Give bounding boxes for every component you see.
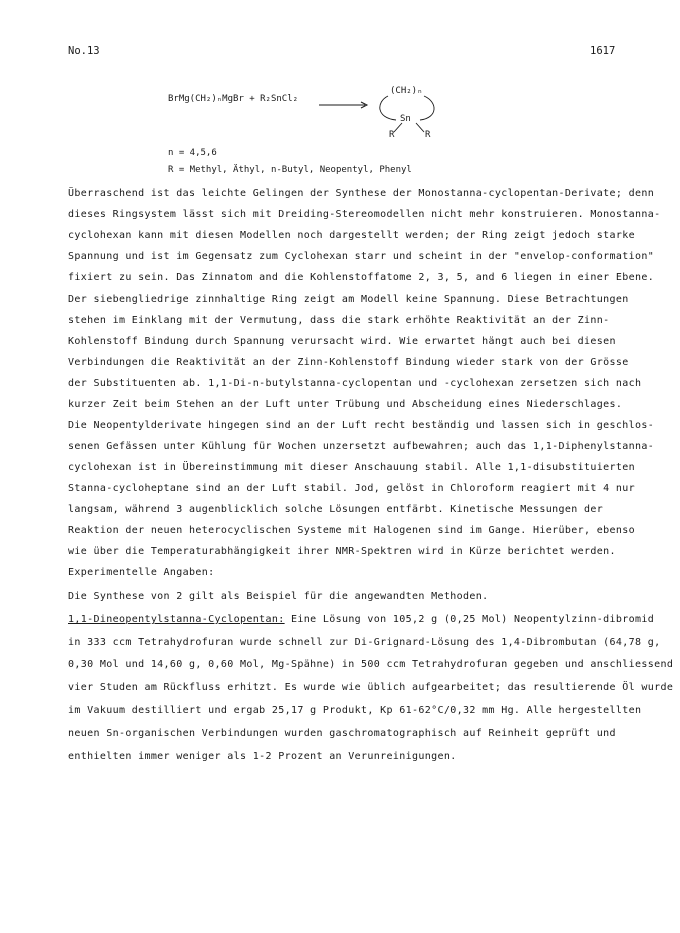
ring-chain-label: (CH₂)ₙ [390, 86, 423, 96]
body-line: wie über die Temperaturabhängigkeit ihrer NMR-Spektren wird in Kürze berichtet werden. [68, 546, 616, 557]
body-line: enthielten immer weniger als 1-2 Prozent an Verunreinigungen. [68, 751, 457, 762]
body-line: neuen Sn-organischen Verbindungen wurden gaschromatographisch auf Reinheit geprüft und [68, 728, 616, 739]
r-values: R = Methyl, Äthyl, n-Butyl, Neopentyl, Phenyl [168, 165, 412, 175]
ring-tin-label: Sn [400, 114, 411, 124]
body-line: Reaktion der neuen heterocyclischen Systeme mit Halogenen sind im Gange. Hierüber, ebenso [68, 525, 635, 536]
ring-substituent-left: R [389, 130, 395, 140]
section-heading: Experimentelle Angaben: [68, 567, 215, 578]
body-line: der Substituenten ab. 1,1-Di-n-butylstanna-cyclopentan und -cyclohexan zersetzen sich nach [68, 378, 642, 389]
reaction-arrow-icon [319, 101, 369, 109]
n-values: n = 4,5,6 [168, 148, 217, 158]
body-line: langsam, während 3 augenblicklich solche Lösungen entfärbt. Kinetische Messungen der [68, 504, 604, 515]
body-line: Überraschend ist das leichte Gelingen der Synthese der Monostanna-cyclopentan-Derivate; denn [68, 188, 655, 199]
body-line: kurzer Zeit beim Stehen an der Luft unter Trübung und Abscheidung eines Niederschlages. [68, 399, 623, 410]
reaction-equation: BrMg(CH₂)ₙMgBr + R₂SnCl₂ [168, 94, 299, 104]
body-line: senen Gefässen unter Kühlung für Wochen unzersetzt aufbewahren; auch das 1,1-Diphenylstanna- [68, 441, 655, 452]
body-line: Die Neopentylderivate hingegen sind an der Luft recht beständig und lassen sich in geschlos- [68, 420, 655, 431]
body-line: stehen im Einklang mit der Vermutung, dass die stark erhöhte Reaktivität an der Zinn- [68, 315, 610, 326]
stannacycle-structure [372, 80, 452, 142]
body-line: Die Synthese von 2 gilt als Beispiel für die angewandten Methoden. [68, 591, 489, 602]
body-line: Der siebengliedrige zinnhaltige Ring zeigt am Modell keine Spannung. Diese Betrachtungen [68, 294, 629, 305]
body-line: vier Studen am Rückfluss erhitzt. Es wurde wie üblich aufgearbeitet; das resultierende Öl wurde [68, 682, 674, 693]
body-line: Stanna-cycloheptane sind an der Luft stabil. Jod, gelöst in Chloroform reagiert mit 4 nur [68, 483, 635, 494]
compound-first-line [68, 614, 655, 625]
body-line: 0,30 Mol und 14,60 g, 0,60 Mol, Mg-Spähne) in 500 ccm Tetrahydrofuran gegeben und anschliessend [68, 659, 674, 670]
body-line: fixiert zu sein. Das Zinnatom and die Kohlenstoffatome 2, 3, 5, and 6 liegen in einer Ebene. [68, 272, 655, 283]
page-number: 1617 [590, 45, 616, 57]
body-line: cyclohexan ist in Übereinstimmung mit dieser Anschauung stabil. Alle 1,1-disubstituierten [68, 462, 635, 473]
body-line: in 333 ccm Tetrahydrofuran wurde schnell zur Di-Grignard-Lösung des 1,4-Dibrombutan (64,78 g, [68, 637, 661, 648]
body-line: dieses Ringsystem lässt sich mit Dreiding-Stereomodellen nicht mehr konstruieren. Monostanna- [68, 209, 661, 220]
compound-title: 1,1-Dineopentylstanna-Cyclopentan: [68, 614, 285, 625]
body-line: im Vakuum destilliert und ergab 25,17 g Produkt, Kp 61-62°C/0,32 mm Hg. Alle hergestellten [68, 705, 642, 716]
compound-text: Eine Lösung von 105,2 g (0,25 Mol) Neopentylzinn-dibromid [284, 614, 655, 625]
journal-number: No.13 [68, 45, 100, 57]
ring-substituent-right: R [425, 130, 431, 140]
body-line: cyclohexan kann mit diesen Modellen noch dargestellt werden; der Ring zeigt jedoch starke [68, 230, 635, 241]
body-line: Spannung und ist im Gegensatz zum Cyclohexan starr und scheint in der "envelop-conformation" [68, 251, 655, 262]
body-line: Kohlenstoff Bindung durch Spannung verursacht wird. Wie erwartet hängt auch bei diesen [68, 336, 616, 347]
body-line: Verbindungen die Reaktivität an der Zinn-Kohlenstoff Bindung wieder stark von der Grösse [68, 357, 629, 368]
